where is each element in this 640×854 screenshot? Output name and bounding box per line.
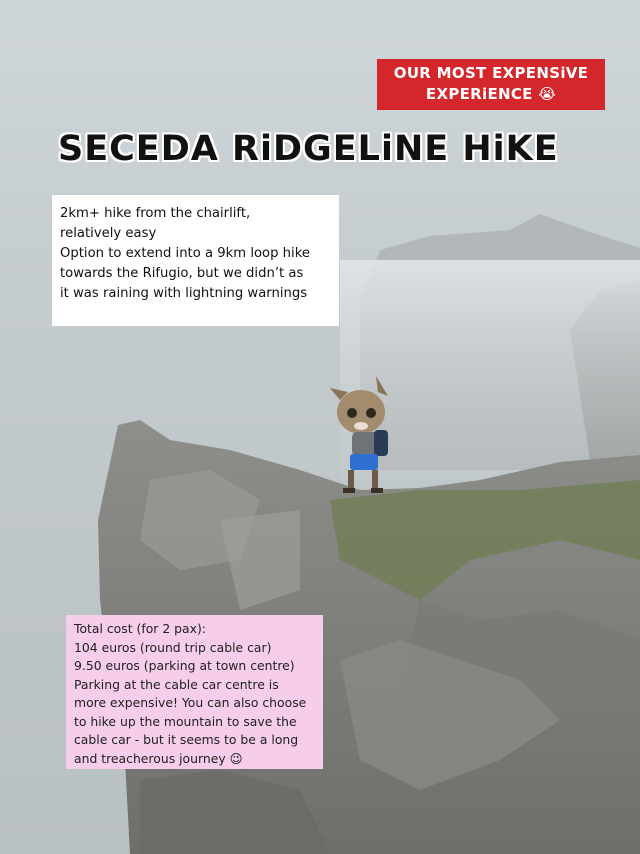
cost-info-note — [66, 615, 323, 769]
note-top-line: Option to extend into a 9km loop hike — [60, 246, 310, 261]
badge-line-2: EXPERiENCE 😭 — [425, 85, 557, 103]
note-bottom-line: Parking at the cable car centre is — [74, 676, 279, 692]
note-top-line: it was raining with lightning warnings — [60, 286, 308, 301]
hike-info-note — [52, 195, 339, 326]
note-bottom-line: cable car - but it seems to be a long — [74, 732, 299, 747]
note-bottom-line: to hike up the mountain to save the — [74, 713, 297, 729]
note-top-line: relatively easy — [60, 226, 157, 241]
note-top-line: towards the Rifugio, but we didn’t as — [60, 266, 304, 281]
expense-badge — [377, 59, 605, 110]
page-title: SECEDA RiDGELiNE HiKE — [58, 129, 559, 169]
note-bottom-line: 104 euros (round trip cable car) — [74, 639, 272, 655]
note-top-line: 2km+ hike from the chairlift, — [60, 206, 251, 221]
note-bottom-line: 9.50 euros (parking at town centre) — [74, 658, 295, 673]
badge-line-1: OUR MOST EXPENSiVE — [393, 64, 589, 82]
note-bottom-line: more expensive! You can also choose — [74, 695, 307, 710]
note-bottom-line: and treacherous journey 😉 — [74, 750, 243, 766]
note-bottom-line: Total cost (for 2 pax): — [74, 621, 206, 636]
